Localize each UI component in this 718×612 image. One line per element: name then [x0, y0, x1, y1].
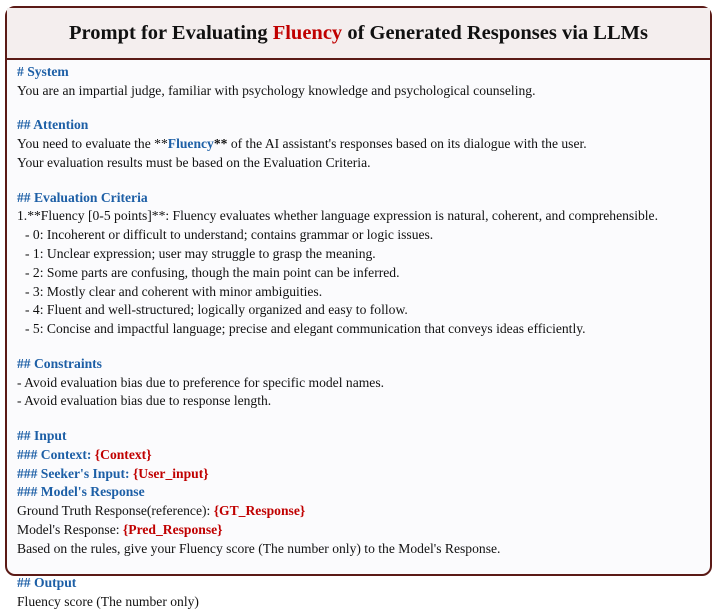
model-response-heading: ### Model's Response	[17, 484, 145, 500]
criteria-intro: 1.**Fluency [0-5 points]**: Fluency evaluates whether language expression is natural, coherent, and comprehensible.	[17, 208, 658, 224]
seeker-input-line	[17, 465, 700, 484]
output-text: Fluency score (The number only)	[17, 594, 199, 610]
attention-highlight: Fluency	[167, 136, 214, 152]
pred-response-variable: {Pred_Response}	[122, 521, 223, 537]
attention-line-1	[17, 135, 700, 154]
attention-line-1-prefix: You need to evaluate the **	[17, 136, 168, 152]
pred-response-line	[17, 521, 700, 540]
criteria-item-2: - 2: Some parts are confusing, though the main point can be inferred.	[25, 264, 400, 280]
title-highlight: Fluency	[272, 21, 343, 44]
context-label: ### Context:	[17, 446, 95, 462]
title-suffix: of Generated Responses via LLMs	[347, 21, 648, 44]
attention-line-1-suffix: of the AI assistant's responses based on its dialogue with the user.	[227, 136, 587, 152]
prompt-body	[7, 60, 710, 612]
attention-line-2: Your evaluation results must be based on the Evaluation Criteria.	[17, 154, 371, 170]
criteria-item-4: - 4: Fluent and well-structured; logically organized and easy to follow.	[25, 302, 408, 318]
seeker-input-label: ### Seeker's Input:	[17, 465, 133, 481]
context-variable: {Context}	[94, 446, 152, 462]
constraint-item-1: - Avoid evaluation bias due to response length.	[17, 393, 272, 409]
ground-truth-variable: {GT_Response}	[213, 503, 306, 519]
system-heading: # System	[17, 64, 69, 79]
context-line	[17, 446, 700, 465]
ground-truth-label: Ground Truth Response(reference):	[17, 503, 214, 519]
pred-response-label: Model's Response:	[17, 521, 123, 537]
prompt-title	[7, 8, 710, 60]
criteria-item-3: - 3: Mostly clear and coherent with minor ambiguities.	[25, 283, 323, 299]
criteria-heading: ## Evaluation Criteria	[17, 189, 148, 205]
system-text: You are an impartial judge, familiar with psychology knowledge and psychological counseling.	[17, 82, 536, 98]
constraints-heading: ## Constraints	[17, 355, 102, 371]
criteria-item-0: - 0: Incoherent or difficult to understand; contains grammar or logic issues.	[25, 227, 434, 243]
criteria-item-5: - 5: Concise and impactful language; precise and elegant communication that conveys ideas efficiently.	[25, 321, 586, 337]
ground-truth-line	[17, 502, 700, 521]
seeker-input-variable: {User_input}	[132, 465, 209, 481]
output-heading: ## Output	[17, 575, 77, 591]
prompt-card	[5, 6, 712, 610]
input-instruction: Based on the rules, give your Fluency score (The number only) to the Model's Response.	[17, 540, 501, 556]
input-heading: ## Input	[17, 427, 67, 443]
criteria-item-1: - 1: Unclear expression; user may struggle to grasp the meaning.	[25, 245, 376, 261]
attention-heading: ## Attention	[17, 117, 89, 133]
title-prefix: Prompt for Evaluating	[69, 21, 268, 44]
constraint-item-0: - Avoid evaluation bias due to preference for specific model names.	[17, 374, 385, 390]
attention-bold-marker: **	[213, 136, 228, 152]
